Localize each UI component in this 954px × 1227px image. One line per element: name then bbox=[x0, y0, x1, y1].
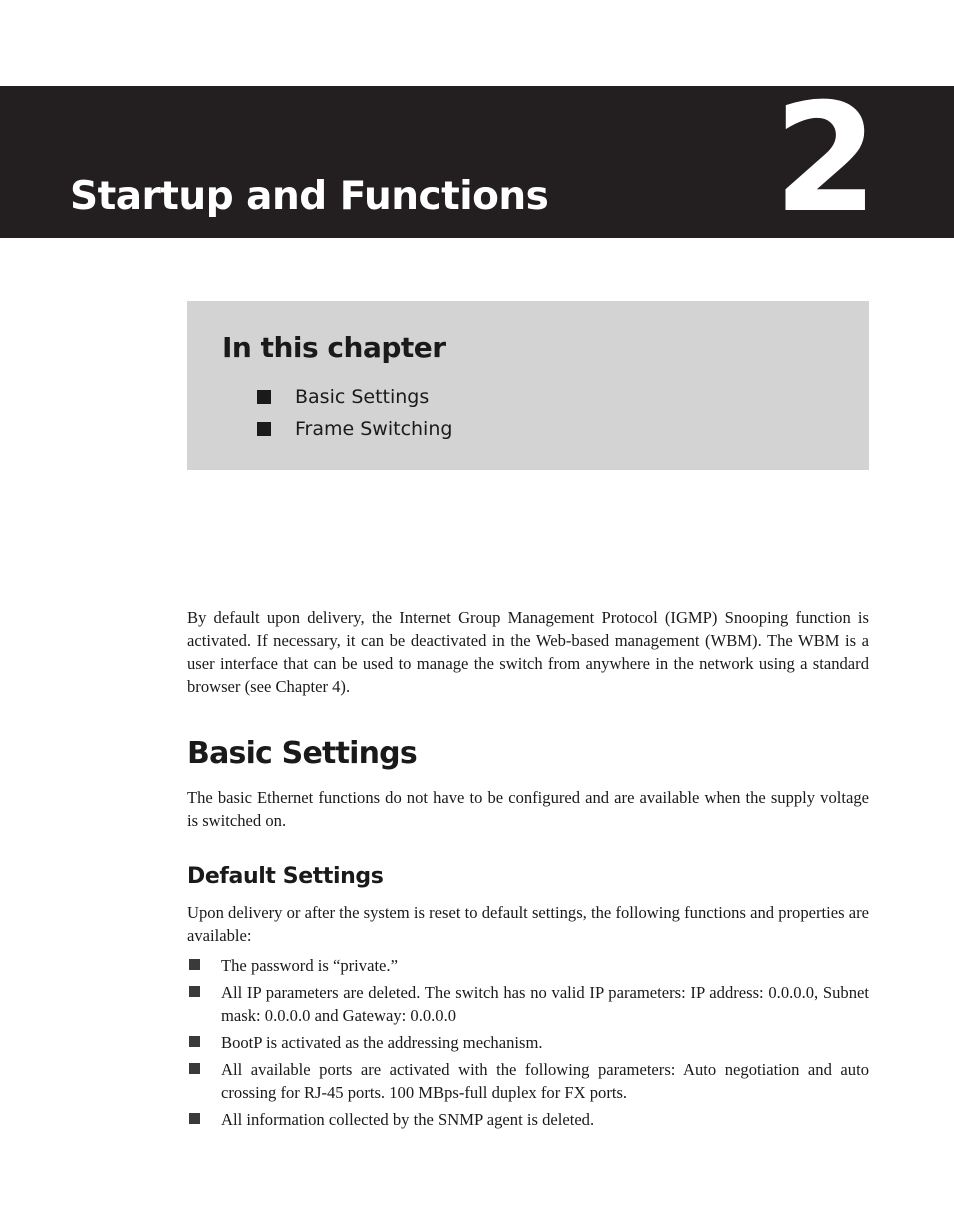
chapter-number: 2 bbox=[773, 72, 874, 246]
list-item bbox=[187, 1031, 869, 1054]
square-bullet-icon bbox=[189, 1036, 200, 1047]
intro-paragraph: By default upon delivery, the Internet Group Management Protocol (IGMP) Snooping function is activated. If necessary, it can be deactivated in the Web-based management (WBM). The WBM is a user interface that can be used to manage the switch from anywhere in the network using a standard browser (see Chapter 4). bbox=[187, 608, 869, 696]
square-bullet-icon bbox=[257, 422, 271, 436]
list-item-text: All IP parameters are deleted. The switch has no valid IP parameters: IP address: 0.0.0.0, Subnet mask: 0.0.0.0 and Gateway: 0.0.0.0 bbox=[221, 983, 869, 1025]
toc-item-label: Basic Settings bbox=[295, 386, 430, 408]
toc-list bbox=[257, 381, 452, 445]
toc-item-label: Frame Switching bbox=[295, 418, 453, 440]
toc-item-frame-switching[interactable] bbox=[257, 413, 452, 445]
square-bullet-icon bbox=[257, 390, 271, 404]
list-item bbox=[187, 981, 869, 1027]
toc-heading: In this chapter bbox=[222, 331, 446, 364]
square-bullet-icon bbox=[189, 1113, 200, 1124]
square-bullet-icon bbox=[189, 959, 200, 970]
list-item-text: The password is “private.” bbox=[221, 956, 398, 975]
default-settings-paragraph: Upon delivery or after the system is reset to default settings, the following functions and properties are available: bbox=[187, 903, 869, 945]
section-heading-basic-settings: Basic Settings bbox=[187, 736, 417, 771]
list-item-text: All available ports are activated with the following parameters: Auto negotiation and auto crossing for RJ-45 ports. 100 MBps-full duplex for FX ports. bbox=[221, 1060, 869, 1102]
chapter-title: Startup and Functions bbox=[70, 174, 549, 219]
subsection-heading-default-settings: Default Settings bbox=[187, 864, 384, 889]
basic-settings-paragraph: The basic Ethernet functions do not have to be configured and are available when the supply voltage is switched on. bbox=[187, 788, 869, 830]
square-bullet-icon bbox=[189, 986, 200, 997]
list-item-text: All information collected by the SNMP agent is deleted. bbox=[221, 1110, 595, 1129]
square-bullet-icon bbox=[189, 1063, 200, 1074]
chapter-contents-box bbox=[187, 301, 869, 470]
default-settings-list bbox=[187, 954, 869, 1135]
list-item-text: BootP is activated as the addressing mechanism. bbox=[221, 1033, 543, 1052]
list-item bbox=[187, 954, 869, 977]
toc-item-basic-settings[interactable] bbox=[257, 381, 452, 413]
list-item bbox=[187, 1108, 869, 1131]
list-item bbox=[187, 1058, 869, 1104]
